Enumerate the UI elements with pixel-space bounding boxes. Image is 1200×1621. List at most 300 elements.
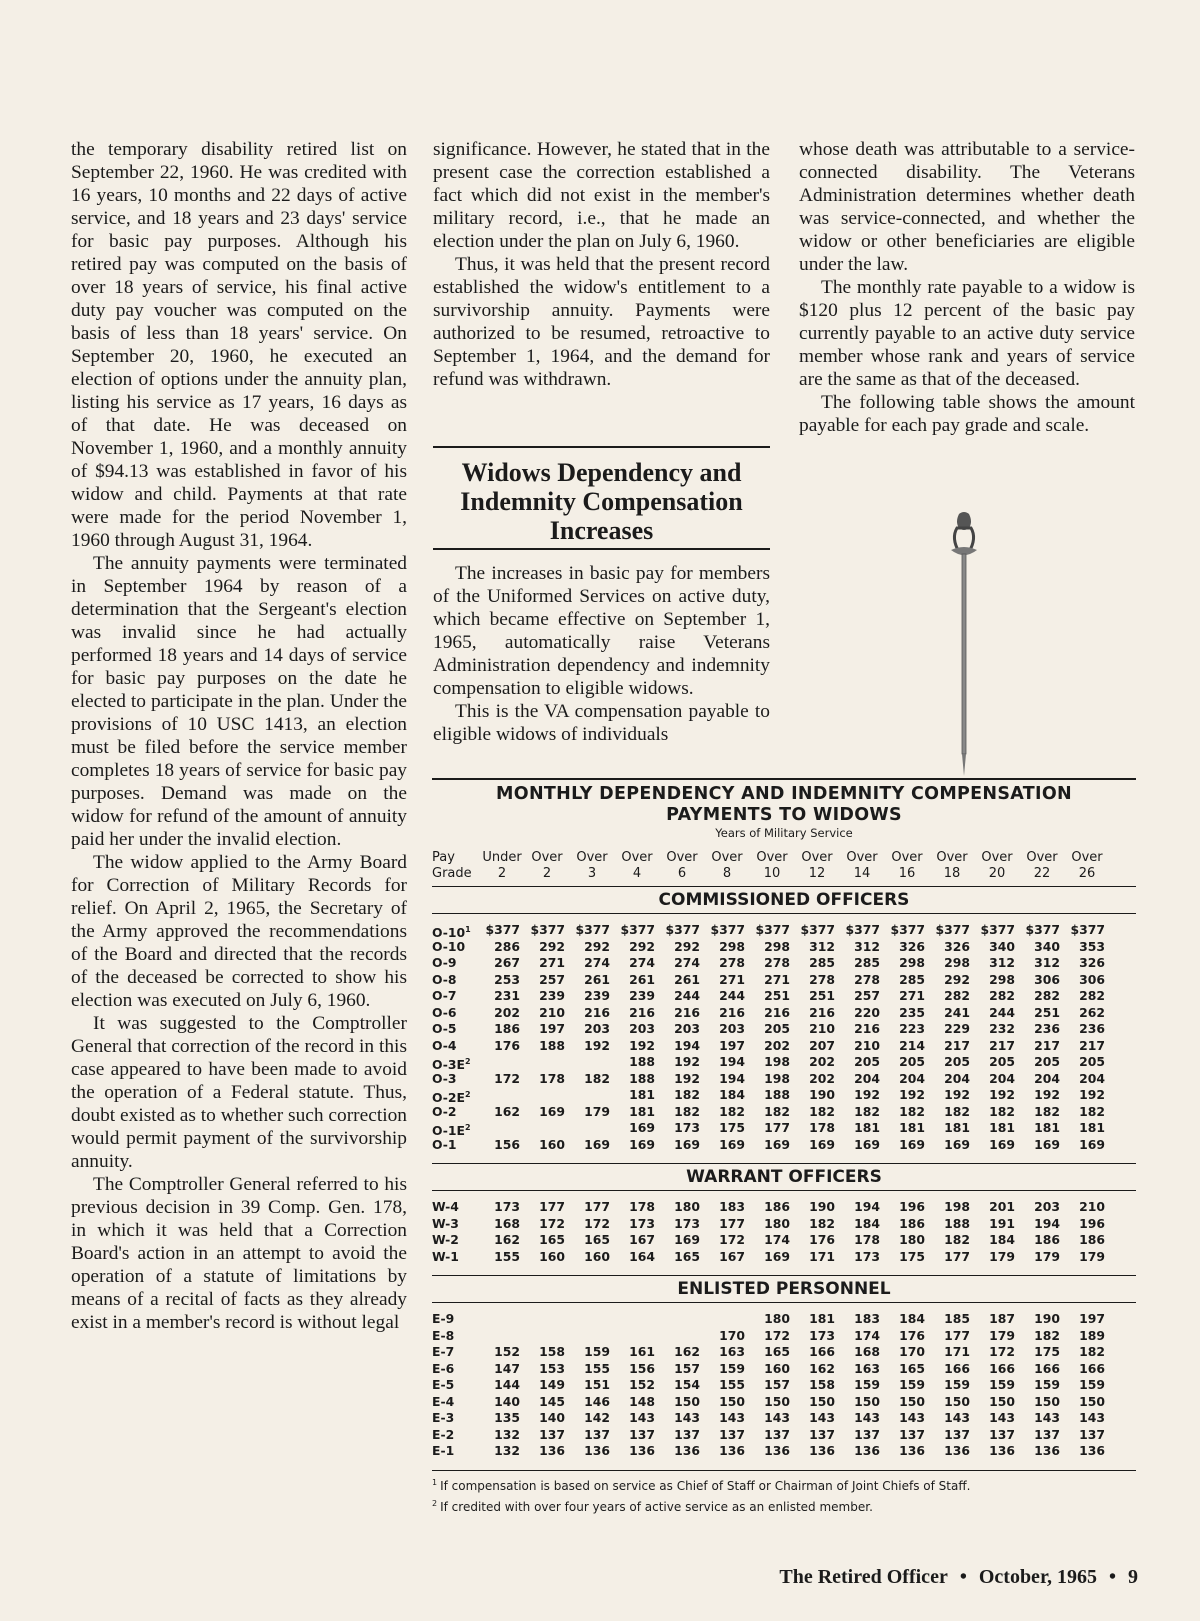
- compensation-value-cell: 198: [764, 1070, 790, 1086]
- compensation-value-cell: 169: [719, 1136, 745, 1152]
- compensation-value-cell: 185: [944, 1311, 970, 1326]
- compensation-value-cell: 197: [719, 1037, 745, 1053]
- compensation-value-cell: 160: [539, 1248, 565, 1264]
- compensation-value-cell: 175: [899, 1248, 925, 1264]
- compensation-value-cell: $377: [800, 922, 835, 937]
- compensation-value-cell: 261: [629, 971, 655, 987]
- compensation-value-cell: 326: [1079, 955, 1105, 970]
- footnote-text: If credited with over four years of active service as an enlisted member.: [440, 1499, 873, 1514]
- compensation-value-cell: 271: [764, 971, 790, 987]
- compensation-value-cell: 189: [1079, 1327, 1105, 1343]
- article-column-1: [71, 138, 407, 1334]
- years-column-header-line: Over: [576, 850, 608, 865]
- compensation-value-cell: 235: [899, 1004, 925, 1020]
- table-row: [432, 955, 1136, 972]
- years-column-header-line: Over: [666, 850, 698, 865]
- years-column-header: [570, 850, 614, 882]
- compensation-value-cell: 282: [989, 988, 1015, 1003]
- compensation-value-cell: 241: [944, 1004, 970, 1020]
- footnote-text: If compensation is based on service as Chief of Staff or Chairman of Joint Chiefs of Staff.: [440, 1478, 971, 1493]
- compensation-value-cell: 204: [944, 1070, 970, 1086]
- compensation-value-cell: 183: [854, 1311, 880, 1326]
- compensation-value-cell: 172: [494, 1070, 520, 1086]
- compensation-value-cell: $377: [710, 922, 745, 937]
- compensation-value-cell: 140: [539, 1410, 565, 1425]
- compensation-value-cell: 184: [989, 1232, 1015, 1247]
- compensation-value-cell: 292: [539, 938, 565, 954]
- years-column-header-line: 2: [497, 866, 507, 881]
- footnote: [432, 1495, 1136, 1516]
- compensation-value-cell: 184: [899, 1311, 925, 1326]
- compensation-value-cell: 298: [989, 971, 1015, 987]
- compensation-value-cell: 236: [1034, 1021, 1060, 1036]
- compensation-value-cell: 163: [719, 1344, 745, 1359]
- pay-grade-header: [432, 850, 472, 882]
- compensation-value-cell: 143: [1034, 1410, 1060, 1425]
- pay-grade-label: O-8: [432, 971, 457, 987]
- years-column-header-line: Under: [482, 850, 522, 865]
- compensation-value-cell: 210: [854, 1037, 880, 1053]
- table-title-line2: PAYMENTS TO WIDOWS: [666, 805, 902, 825]
- table-section-heading: COMMISSIONED OFFICERS: [432, 886, 1136, 914]
- compensation-value-cell: 135: [494, 1410, 520, 1425]
- compensation-value-cell: 176: [809, 1232, 835, 1247]
- compensation-value-cell: 202: [494, 1004, 520, 1020]
- compensation-value-cell: 157: [764, 1377, 790, 1392]
- compensation-value-cell: 149: [539, 1377, 565, 1392]
- footer-bullet: •: [959, 1566, 967, 1588]
- compensation-value-cell: 152: [494, 1344, 520, 1359]
- compensation-value-cell: 169: [539, 1103, 565, 1119]
- compensation-value-cell: 180: [764, 1215, 790, 1231]
- compensation-value-cell: 205: [854, 1054, 880, 1069]
- compensation-value-cell: 182: [1079, 1344, 1105, 1359]
- table-row: [432, 1344, 1136, 1361]
- compensation-value-cell: 173: [674, 1215, 700, 1231]
- compensation-value-cell: 197: [539, 1021, 565, 1036]
- compensation-value-cell: 137: [1034, 1426, 1060, 1442]
- pay-grade-cell: [432, 1005, 457, 1022]
- compensation-value-cell: 285: [899, 971, 925, 987]
- compensation-value-cell: 205: [764, 1021, 790, 1036]
- pay-grade-label: E-1: [432, 1443, 455, 1458]
- compensation-value-cell: 312: [809, 938, 835, 954]
- compensation-value-cell: 203: [629, 1021, 655, 1036]
- article-headline: Widows Dependency and Indemnity Compensation Increases: [460, 458, 743, 545]
- compensation-value-cell: 184: [854, 1215, 880, 1231]
- compensation-value-cell: 166: [944, 1360, 970, 1376]
- compensation-value-cell: 179: [989, 1327, 1015, 1343]
- compensation-value-cell: 145: [539, 1393, 565, 1409]
- table-section-rows: [432, 914, 1136, 1159]
- compensation-value-cell: 177: [944, 1327, 970, 1343]
- compensation-value-cell: 205: [1079, 1054, 1105, 1069]
- compensation-value-cell: 191: [989, 1215, 1015, 1231]
- compensation-value-cell: 292: [674, 938, 700, 954]
- years-column-header-line: Over: [981, 850, 1013, 865]
- compensation-value-cell: 177: [539, 1199, 565, 1214]
- compensation-value-cell: 298: [764, 938, 790, 954]
- compensation-value-cell: 285: [809, 955, 835, 970]
- table-row: [432, 1410, 1136, 1427]
- compensation-value-cell: 204: [989, 1070, 1015, 1086]
- compensation-value-cell: 232: [989, 1021, 1015, 1036]
- years-column-header: [975, 850, 1019, 882]
- compensation-value-cell: 244: [989, 1004, 1015, 1020]
- compensation-value-cell: 159: [899, 1377, 925, 1392]
- footnote-marker: 2: [465, 1090, 471, 1099]
- table-row: [432, 1328, 1136, 1345]
- compensation-value-cell: 181: [944, 1120, 970, 1135]
- compensation-value-cell: 174: [854, 1327, 880, 1343]
- compensation-value-cell: 261: [584, 971, 610, 987]
- compensation-value-cell: 282: [944, 988, 970, 1003]
- pay-grade-cell: [432, 1021, 457, 1038]
- compensation-value-cell: 179: [584, 1103, 610, 1119]
- compensation-value-cell: 150: [764, 1393, 790, 1409]
- compensation-value-cell: 169: [674, 1136, 700, 1152]
- pay-grade-label: O-2: [432, 1103, 457, 1119]
- compensation-value-cell: 143: [899, 1410, 925, 1425]
- compensation-value-cell: 298: [944, 955, 970, 970]
- pay-grade-cell: [432, 1361, 454, 1378]
- compensation-value-cell: 179: [989, 1248, 1015, 1264]
- compensation-value-cell: 204: [1079, 1070, 1105, 1086]
- compensation-value-cell: 194: [1034, 1215, 1060, 1231]
- compensation-value-cell: 143: [764, 1410, 790, 1425]
- compensation-value-cell: 182: [1079, 1103, 1105, 1119]
- compensation-value-cell: 239: [629, 988, 655, 1003]
- compensation-value-cell: 169: [764, 1248, 790, 1264]
- compensation-value-cell: 169: [809, 1136, 835, 1152]
- compensation-value-cell: 178: [809, 1120, 835, 1135]
- table-row: [432, 1071, 1136, 1088]
- compensation-value-cell: 196: [1079, 1215, 1105, 1231]
- pay-grade-cell: [432, 988, 457, 1005]
- compensation-value-cell: 182: [944, 1103, 970, 1119]
- pay-grade-cell: [432, 1311, 454, 1328]
- compensation-value-cell: 298: [719, 938, 745, 954]
- compensation-value-cell: 186: [764, 1199, 790, 1214]
- compensation-value-cell: 173: [809, 1327, 835, 1343]
- compensation-value-cell: 158: [809, 1377, 835, 1392]
- compensation-value-cell: 143: [854, 1410, 880, 1425]
- table-row: [432, 1137, 1136, 1154]
- compensation-value-cell: 181: [1079, 1120, 1105, 1135]
- pay-grade-label: W-2: [432, 1232, 459, 1247]
- compensation-value-cell: 169: [584, 1136, 610, 1152]
- table-row: [432, 1038, 1136, 1055]
- compensation-value-cell: 205: [1034, 1054, 1060, 1069]
- table-title-line1: MONTHLY DEPENDENCY AND INDEMNITY COMPENSATION: [496, 784, 1072, 804]
- compensation-value-cell: 169: [1079, 1136, 1105, 1152]
- compensation-value-cell: 136: [539, 1443, 565, 1458]
- footnote-marker: 2: [465, 1123, 471, 1132]
- pay-grade-cell: [432, 1216, 459, 1233]
- compensation-value-cell: 205: [944, 1054, 970, 1069]
- pay-grade-label: E-7: [432, 1344, 455, 1359]
- compensation-value-cell: 253: [494, 971, 520, 987]
- compensation-value-cell: 169: [944, 1136, 970, 1152]
- years-column-header-line: 4: [632, 866, 642, 881]
- paragraph: significance. However, he stated that in the present case the correction established a fact which did not exist in the member's military record, i.e., that he made an election under the plan on July 6, 1960.: [433, 139, 770, 252]
- compensation-value-cell: 136: [629, 1443, 655, 1458]
- compensation-value-cell: 136: [764, 1443, 790, 1458]
- compensation-value-cell: 166: [989, 1360, 1015, 1376]
- compensation-value-cell: 251: [764, 988, 790, 1003]
- pay-grade-label: O-10: [432, 925, 466, 941]
- table-row: [432, 1377, 1136, 1394]
- compensation-value-cell: 205: [899, 1054, 925, 1069]
- years-column-header-line: 12: [808, 866, 826, 881]
- sword-illustration: [945, 510, 983, 780]
- years-column-header-line: Over: [756, 850, 788, 865]
- compensation-value-cell: 137: [1079, 1426, 1105, 1442]
- pay-grade-cell: [432, 1071, 457, 1088]
- compensation-value-cell: 198: [764, 1054, 790, 1069]
- compensation-value-cell: 159: [584, 1344, 610, 1359]
- compensation-value-cell: 161: [629, 1344, 655, 1359]
- table-row: [432, 1249, 1136, 1266]
- compensation-value-cell: 217: [944, 1037, 970, 1053]
- compensation-value-cell: 282: [1079, 988, 1105, 1003]
- compensation-value-cell: 192: [674, 1054, 700, 1069]
- compensation-value-cell: 140: [494, 1393, 520, 1409]
- compensation-value-cell: 169: [1034, 1136, 1060, 1152]
- compensation-value-cell: 181: [629, 1103, 655, 1119]
- compensation-value-cell: 194: [674, 1037, 700, 1053]
- compensation-value-cell: 178: [539, 1070, 565, 1086]
- compensation-value-cell: 188: [539, 1037, 565, 1053]
- compensation-value-cell: 217: [989, 1037, 1015, 1053]
- compensation-value-cell: 163: [854, 1360, 880, 1376]
- table-row: [432, 1199, 1136, 1216]
- pay-grade-cell: [432, 1232, 459, 1249]
- footnote-mark: 1: [432, 1477, 438, 1487]
- compensation-value-cell: 175: [1034, 1344, 1060, 1359]
- compensation-value-cell: 168: [494, 1215, 520, 1231]
- compensation-value-cell: 207: [809, 1037, 835, 1053]
- years-column-header-line: 18: [943, 866, 961, 881]
- compensation-value-cell: 210: [809, 1021, 835, 1036]
- compensation-value-cell: 292: [584, 938, 610, 954]
- pay-grade-label: O-3E: [432, 1057, 465, 1073]
- compensation-value-cell: 180: [674, 1199, 700, 1214]
- compensation-value-cell: 186: [899, 1215, 925, 1231]
- compensation-value-cell: 180: [764, 1311, 790, 1326]
- compensation-value-cell: 155: [494, 1248, 520, 1264]
- table-row: [432, 1054, 1136, 1071]
- compensation-value-cell: 178: [854, 1232, 880, 1247]
- table-row: [432, 1443, 1136, 1460]
- table-row: [432, 1021, 1136, 1038]
- compensation-table: [432, 784, 1136, 1516]
- pay-grade-label: E-4: [432, 1393, 455, 1409]
- table-section-rows: [432, 1303, 1136, 1466]
- compensation-value-cell: 136: [719, 1443, 745, 1458]
- compensation-value-cell: 167: [629, 1232, 655, 1247]
- compensation-value-cell: 167: [719, 1248, 745, 1264]
- table-row: [432, 1394, 1136, 1411]
- compensation-value-cell: 137: [674, 1426, 700, 1442]
- compensation-value-cell: 160: [764, 1360, 790, 1376]
- compensation-value-cell: 150: [719, 1393, 745, 1409]
- paragraph: The monthly rate payable to a widow is $120 plus 12 percent of the basic pay currently payable to an active duty service member whose rank and years of service are the same as that of the deceased.: [799, 277, 1135, 390]
- compensation-value-cell: 210: [1079, 1199, 1105, 1214]
- years-column-header-line: 14: [853, 866, 871, 881]
- years-column-header-line: Over: [1026, 850, 1058, 865]
- compensation-value-cell: 159: [1034, 1377, 1060, 1392]
- page-footer: [779, 1566, 1138, 1589]
- compensation-value-cell: 171: [944, 1344, 970, 1359]
- issue-date: October, 1965: [978, 1566, 1097, 1588]
- compensation-value-cell: 148: [629, 1393, 655, 1409]
- years-column-header: [660, 850, 704, 882]
- compensation-value-cell: 205: [989, 1054, 1015, 1069]
- compensation-value-cell: 285: [854, 955, 880, 970]
- compensation-value-cell: 137: [989, 1426, 1015, 1442]
- compensation-value-cell: 192: [1034, 1087, 1060, 1102]
- compensation-value-cell: 186: [494, 1021, 520, 1036]
- pay-grade-label: O-1E: [432, 1123, 465, 1139]
- compensation-value-cell: 217: [1034, 1037, 1060, 1053]
- table-row: [432, 1361, 1136, 1378]
- compensation-value-cell: 175: [719, 1120, 745, 1135]
- compensation-value-cell: 267: [494, 955, 520, 970]
- compensation-value-cell: 312: [854, 938, 880, 954]
- years-column-header-line: Over: [621, 850, 653, 865]
- compensation-value-cell: $377: [935, 922, 970, 937]
- compensation-value-cell: 137: [854, 1426, 880, 1442]
- page-number: 9: [1128, 1566, 1138, 1588]
- compensation-value-cell: 312: [989, 955, 1015, 970]
- compensation-value-cell: 132: [494, 1443, 520, 1458]
- compensation-value-cell: 182: [944, 1232, 970, 1247]
- compensation-value-cell: 165: [584, 1232, 610, 1247]
- compensation-value-cell: 190: [1034, 1311, 1060, 1326]
- compensation-value-cell: 142: [584, 1410, 610, 1425]
- compensation-value-cell: 292: [944, 971, 970, 987]
- compensation-value-cell: 190: [809, 1087, 835, 1102]
- compensation-value-cell: 143: [809, 1410, 835, 1425]
- table-row: [432, 1311, 1136, 1328]
- compensation-value-cell: $377: [665, 922, 700, 937]
- compensation-value-cell: 292: [629, 938, 655, 954]
- pay-grade-header-line: Pay: [432, 850, 455, 865]
- compensation-value-cell: 155: [719, 1377, 745, 1392]
- paragraph: Thus, it was held that the present record established the widow's entitlement to a survivorship annuity. Payments were authorized to be resumed, retroactive to September 1, 1964, and the demand for refund was withdrawn.: [433, 254, 770, 390]
- footnote: [432, 1474, 1136, 1495]
- pay-grade-cell: [432, 939, 465, 956]
- paragraph: It was suggested to the Comptroller General that correction of the record in this case appeared to have been made to avoid the operation of a Federal statute. Thus, doubt existed as to whether such correction would permit payment of the survivorship annuity.: [71, 1013, 408, 1172]
- pay-grade-header-line: Grade: [432, 866, 472, 881]
- table-body: [432, 886, 1136, 1466]
- compensation-value-cell: 204: [854, 1070, 880, 1086]
- compensation-value-cell: 159: [944, 1377, 970, 1392]
- compensation-value-cell: 183: [719, 1199, 745, 1214]
- compensation-value-cell: 166: [809, 1344, 835, 1359]
- pay-grade-cell: [432, 1249, 459, 1266]
- compensation-value-cell: 143: [944, 1410, 970, 1425]
- compensation-value-cell: 261: [674, 971, 700, 987]
- pay-grade-label: O-9: [432, 955, 457, 970]
- compensation-value-cell: 136: [1034, 1443, 1060, 1458]
- compensation-value-cell: 172: [539, 1215, 565, 1231]
- compensation-value-cell: 172: [989, 1344, 1015, 1359]
- compensation-value-cell: 136: [584, 1443, 610, 1458]
- compensation-value-cell: 190: [809, 1199, 835, 1214]
- compensation-value-cell: 326: [899, 938, 925, 954]
- compensation-value-cell: 188: [629, 1070, 655, 1086]
- compensation-value-cell: 181: [1034, 1120, 1060, 1135]
- years-column-header: [750, 850, 794, 882]
- years-column-header-line: Over: [711, 850, 743, 865]
- compensation-value-cell: 169: [989, 1136, 1015, 1152]
- paragraph: The following table shows the amount payable for each pay grade and scale.: [799, 392, 1135, 436]
- compensation-value-cell: 169: [854, 1136, 880, 1152]
- table-row: [432, 922, 1136, 939]
- compensation-value-cell: 184: [719, 1087, 745, 1102]
- pay-grade-label: E-2: [432, 1426, 455, 1442]
- compensation-value-cell: 182: [809, 1103, 835, 1119]
- compensation-value-cell: 137: [899, 1426, 925, 1442]
- compensation-value-cell: 192: [854, 1087, 880, 1102]
- compensation-value-cell: 157: [674, 1360, 700, 1376]
- compensation-value-cell: 204: [1034, 1070, 1060, 1086]
- pay-grade-cell: [432, 1427, 454, 1444]
- compensation-value-cell: 216: [809, 1004, 835, 1020]
- compensation-value-cell: 271: [719, 971, 745, 987]
- compensation-value-cell: 169: [764, 1136, 790, 1152]
- table-row: [432, 1005, 1136, 1022]
- compensation-value-cell: 192: [944, 1087, 970, 1102]
- compensation-value-cell: 178: [629, 1199, 655, 1214]
- compensation-value-cell: 202: [764, 1037, 790, 1053]
- compensation-value-cell: 278: [719, 955, 745, 970]
- compensation-value-cell: $377: [620, 922, 655, 937]
- footer-bullet: •: [1108, 1566, 1116, 1588]
- compensation-value-cell: 197: [1079, 1311, 1105, 1326]
- compensation-value-cell: 136: [674, 1443, 700, 1458]
- compensation-value-cell: 143: [629, 1410, 655, 1425]
- compensation-value-cell: 236: [1079, 1021, 1105, 1036]
- pay-grade-label: E-5: [432, 1377, 455, 1392]
- compensation-value-cell: 239: [584, 988, 610, 1003]
- compensation-value-cell: 143: [1079, 1410, 1105, 1425]
- pay-grade-cell: [432, 1199, 459, 1216]
- compensation-value-cell: 186: [1034, 1232, 1060, 1247]
- years-column-header: [885, 850, 929, 882]
- years-column-header-line: Over: [891, 850, 923, 865]
- compensation-value-cell: $377: [755, 922, 790, 937]
- compensation-value-cell: 150: [989, 1393, 1015, 1409]
- compensation-value-cell: 177: [584, 1199, 610, 1214]
- footnote-marker: 1: [465, 925, 471, 934]
- compensation-value-cell: 169: [629, 1120, 655, 1135]
- compensation-value-cell: 147: [494, 1360, 520, 1376]
- pay-grade-label: O-1: [432, 1136, 457, 1152]
- compensation-value-cell: 202: [809, 1070, 835, 1086]
- compensation-value-cell: 137: [584, 1426, 610, 1442]
- compensation-value-cell: 192: [1079, 1087, 1105, 1102]
- compensation-value-cell: 165: [764, 1344, 790, 1359]
- pay-grade-label: O-10: [432, 938, 466, 954]
- compensation-value-cell: 286: [494, 938, 520, 954]
- compensation-value-cell: 153: [539, 1360, 565, 1376]
- compensation-value-cell: 150: [944, 1393, 970, 1409]
- compensation-value-cell: 312: [1034, 955, 1060, 970]
- compensation-value-cell: 182: [719, 1103, 745, 1119]
